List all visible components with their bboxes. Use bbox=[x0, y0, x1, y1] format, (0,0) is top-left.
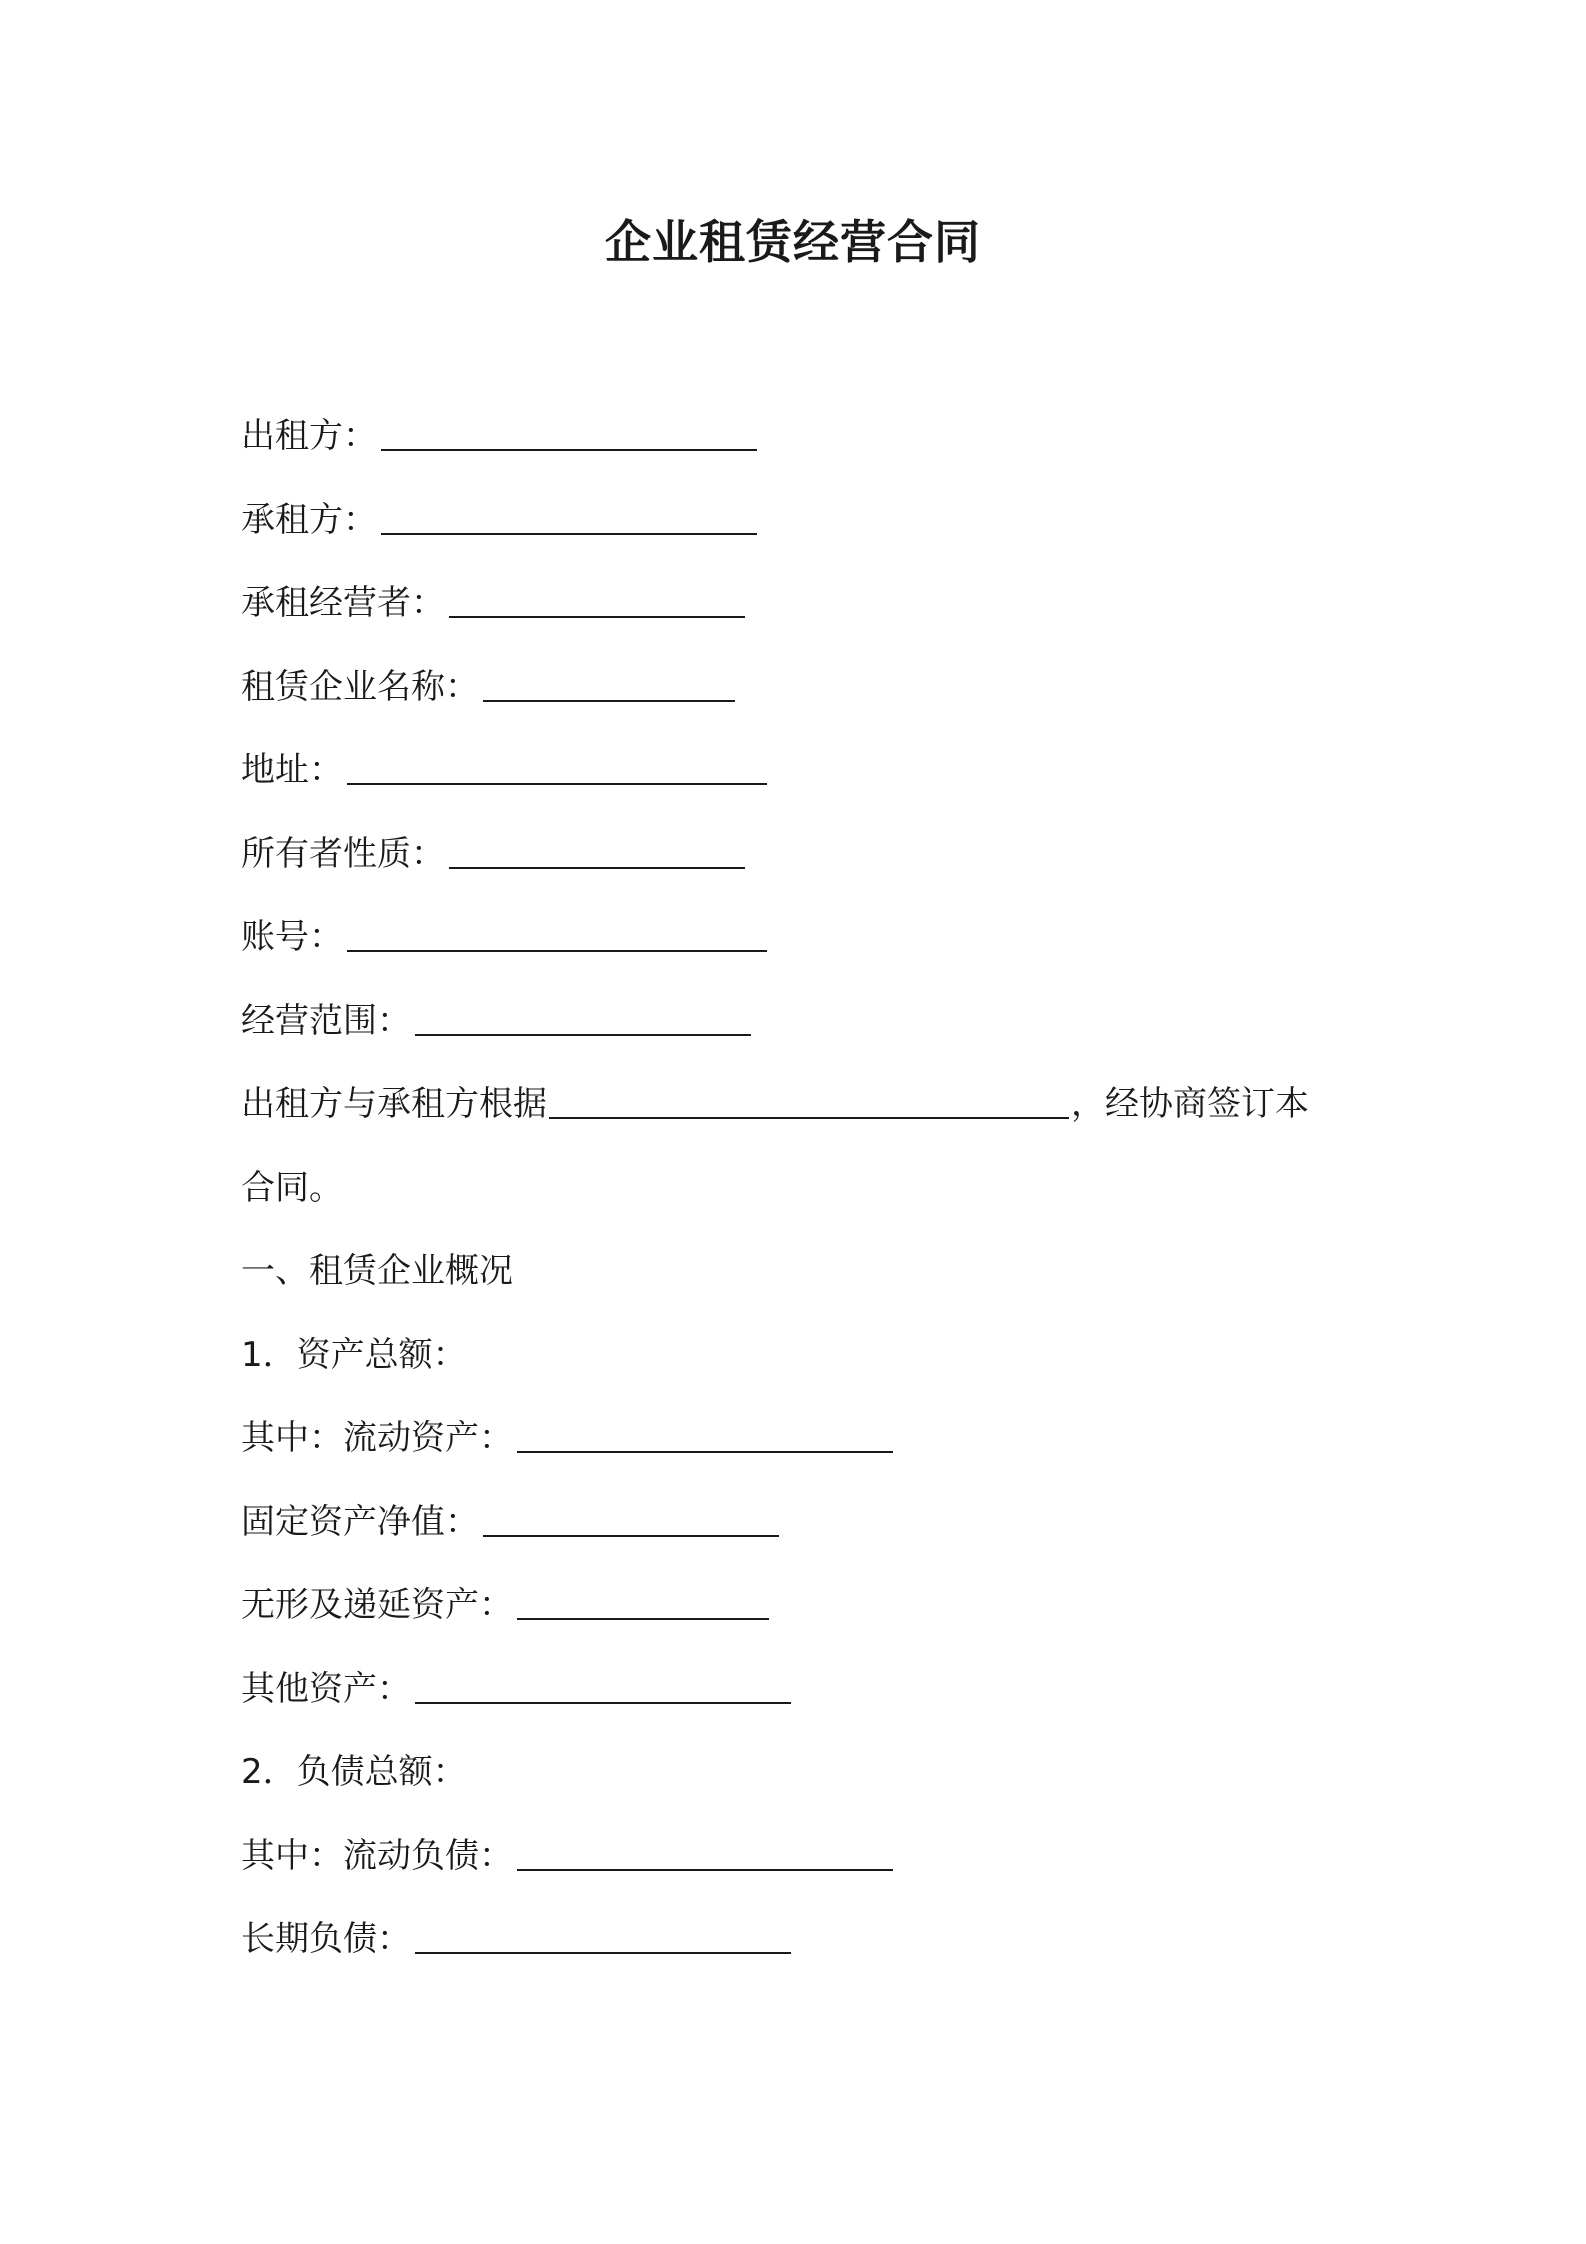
total-liabilities-label: 2．负债总额： bbox=[241, 1752, 467, 1792]
document-title: 企业租赁经营合同 bbox=[605, 215, 981, 269]
current-liabilities-row bbox=[241, 1826, 1361, 1910]
agreement-basis-blank[interactable] bbox=[549, 1077, 1069, 1119]
agreement-suffix: ，经协商签订本 bbox=[1071, 1084, 1309, 1124]
long-term-liabilities-row bbox=[241, 1909, 1361, 1993]
intangible-deferred-label: 无形及递延资产： bbox=[241, 1585, 513, 1625]
current-assets-row bbox=[241, 1408, 1361, 1492]
intangible-deferred-row bbox=[241, 1575, 1361, 1659]
business-scope-label: 经营范围： bbox=[241, 1000, 411, 1041]
section1-heading-row bbox=[241, 1241, 1361, 1325]
address-label: 地址： bbox=[241, 750, 343, 790]
address-blank[interactable] bbox=[347, 743, 767, 785]
enterprise-name-blank[interactable] bbox=[483, 660, 735, 702]
enterprise-name-label: 租赁企业名称： bbox=[241, 666, 479, 707]
lessee-blank[interactable] bbox=[381, 493, 757, 535]
fixed-assets-net-label: 固定资产净值： bbox=[241, 1501, 479, 1542]
other-assets-blank[interactable] bbox=[415, 1662, 791, 1704]
current-liabilities-label: 其中：流动负债： bbox=[241, 1835, 513, 1876]
fixed-assets-net-blank[interactable] bbox=[483, 1495, 779, 1537]
address-row bbox=[241, 740, 1361, 824]
account-row bbox=[241, 907, 1361, 991]
enterprise-name-row bbox=[241, 657, 1361, 741]
account-blank[interactable] bbox=[347, 910, 767, 952]
agreement-prefix: 出租方与承租方根据 bbox=[241, 1084, 547, 1124]
total-assets-label: 1．资产总额： bbox=[241, 1334, 467, 1375]
current-liabilities-blank[interactable] bbox=[517, 1829, 893, 1871]
account-label: 账号： bbox=[241, 917, 343, 957]
other-assets-label: 其他资产： bbox=[241, 1668, 411, 1709]
current-assets-label: 其中：流动资产： bbox=[241, 1418, 513, 1458]
lessee-label: 承租方： bbox=[241, 499, 377, 540]
other-assets-row bbox=[241, 1659, 1361, 1743]
agreement-row bbox=[241, 1074, 1361, 1158]
ownership-nature-blank[interactable] bbox=[449, 827, 745, 869]
operator-label: 承租经营者： bbox=[241, 583, 445, 623]
lessor-label: 出租方： bbox=[241, 416, 377, 456]
long-term-liabilities-blank[interactable] bbox=[415, 1912, 791, 1954]
lessor-row bbox=[241, 406, 1361, 490]
business-scope-row bbox=[241, 991, 1361, 1075]
current-assets-blank[interactable] bbox=[517, 1411, 893, 1453]
lessor-blank[interactable] bbox=[381, 409, 757, 451]
fixed-assets-net-row bbox=[241, 1492, 1361, 1576]
total-assets-row bbox=[241, 1325, 1361, 1409]
long-term-liabilities-label: 长期负债： bbox=[241, 1919, 411, 1959]
document-body bbox=[241, 406, 1361, 1993]
operator-row bbox=[241, 573, 1361, 657]
business-scope-blank[interactable] bbox=[415, 994, 751, 1036]
total-liabilities-row bbox=[241, 1742, 1361, 1826]
lessee-row bbox=[241, 490, 1361, 574]
operator-blank[interactable] bbox=[449, 576, 745, 618]
ownership-nature-row bbox=[241, 824, 1361, 908]
ownership-nature-label: 所有者性质： bbox=[241, 833, 445, 874]
agreement-continuation-row bbox=[241, 1158, 1361, 1242]
agreement-continuation: 合同。 bbox=[241, 1167, 343, 1208]
intangible-deferred-blank[interactable] bbox=[517, 1578, 769, 1620]
section1-heading: 一、租赁企业概况 bbox=[241, 1251, 513, 1291]
